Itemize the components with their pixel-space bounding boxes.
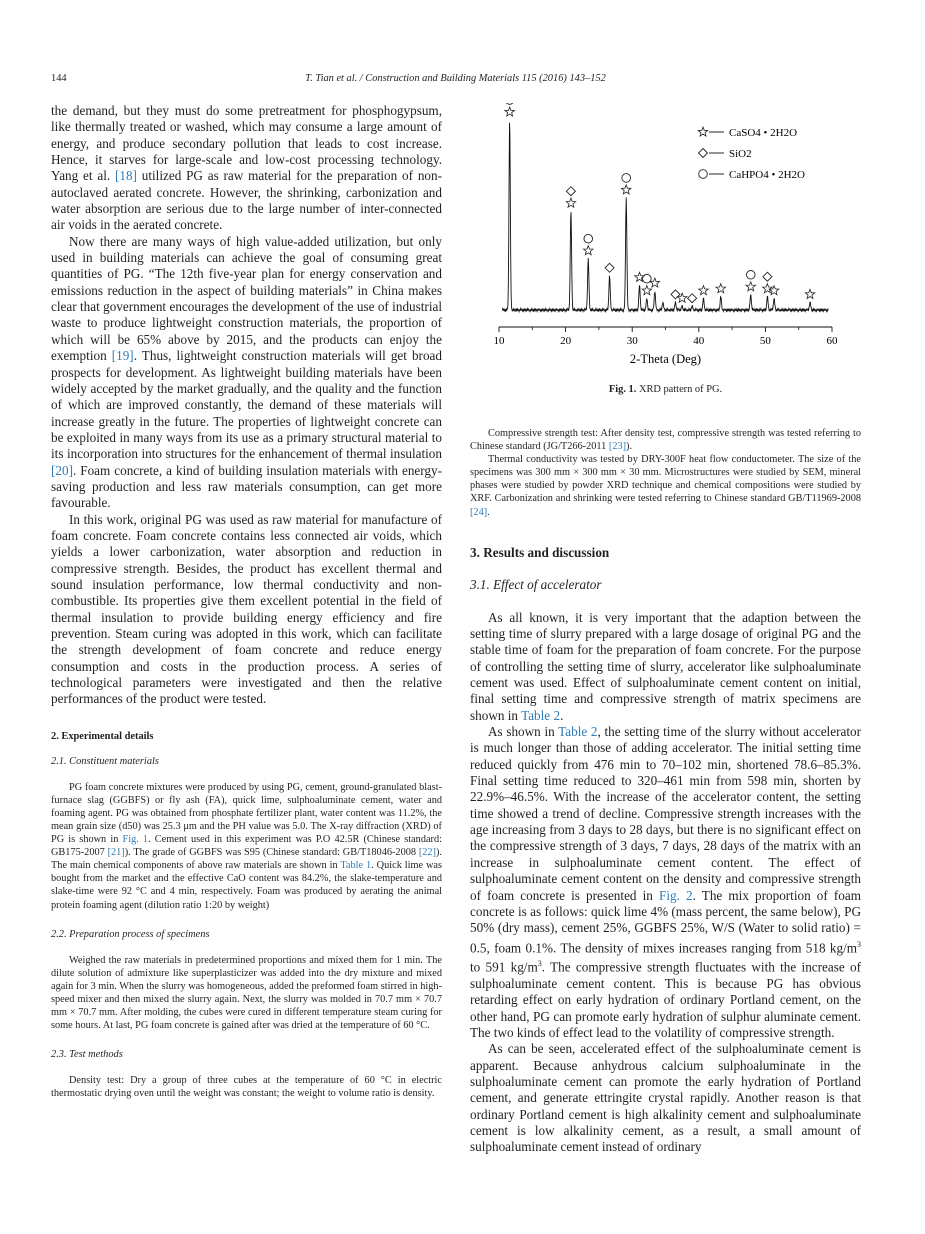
x-tick-label: 40 (693, 335, 705, 347)
legend-label: CaSO4 • 2H2O (729, 127, 798, 139)
citation-link[interactable]: [24] (470, 506, 488, 518)
citation-link[interactable]: [20] (51, 462, 73, 478)
peak-circle-marker (505, 103, 514, 104)
peak-circle-marker (584, 234, 593, 243)
citation-link[interactable]: [23] (608, 441, 627, 453)
paragraph: As can be seen, accelerated effect of the sulphoaluminate cement is apparent. Because anhydrous calcium sulphoaluminate in the sulphoaluminate cement can promote the early hydration of Portland cement, and generate ettringite crystal rapidly. Another reason is that ordinary Portland cement is high alkalinity cement and sulphoaluminate cement is low alkalinity cement, as a result, a small amount of sulphoaluminate cement instead of ordinary (470, 1041, 861, 1155)
x-axis-label: 2-Theta (Deg) (629, 352, 702, 366)
peak-star-marker (805, 289, 815, 298)
x-tick-label: 30 (626, 335, 638, 347)
x-tick-label: 10 (493, 335, 505, 347)
chart-legend (698, 127, 805, 181)
table-link[interactable]: Table 2 (521, 707, 561, 723)
peak-diamond-marker (688, 294, 697, 303)
xrd-trace (502, 123, 828, 312)
paragraph: As shown in Table 2, the setting time of the slurry without accelerator is much longer than those of adding accelerator. The initial setting time reduced quickly from 476 min to 70–102 min, shortened 78.6–85.3%. Final setting time reduced to 320–461 min from 598 min, shorten by 22.9%–46.5%. With the increase of the accelerator content, the setting time showed a trend of decline. Compressive strength increases with the age increasing from 3 days to 28 days, but there is no significant effect on the compressive strength of 3 days, 7 days, 28 days of the matrix with an increase in sulphoaluminate cement content. The effect of sulphoaluminate cement content on the density and compressive strength of foam concrete is presented in Fig. 2. The mix proportion of foam concrete is as follows: quick lime 4% (mass percent, the same below), PG 50% (dry mass), cement 25%, GGBFS 25%, W/S (Water to solid ratio) = 0.5, foam 0.1%. The density of mixes increases ranging from 518 $kg/m^3$ to 591 $kg/m^3$. The compressive strength fluctuates with the increase of sulphoaluminate cement content. This is because PG has obvious retarding effect on early hydration of ordinary Portland cement, on the other hand, PG can promote early hydration of sulphur aluminate cement. The two kinds of effect lead to the volatility of compressive strength. (470, 724, 862, 1041)
legend-diamond-icon (699, 149, 708, 158)
x-tick-label: 50 (759, 335, 771, 347)
left-column (51, 103, 442, 1100)
paragraph: In this work, original PG was used as raw material for manufacture of foam concrete. Foam concrete contains less connected air voids, which yields a lower carbonization, water absorption and reduction in compressive strength. Besides, the product has excellent thermal and sound insulation performance, low thermal conductivity and non-combustible. Its properties give them excellent potential in the field of thermal insulation to provide building energy efficiency and fire prevention. Steam curing was adopted in this work, which can facilitate the strength development of foam concrete and reduce energy consumption and costs in the production process. A series of technological parameters were investigated and then the relative performances of the product were tested. (51, 511, 442, 707)
subsection-heading: 2.3. Test methods (51, 1049, 123, 1061)
peak-star-marker (642, 286, 652, 295)
citation-link[interactable]: [18] (114, 168, 137, 184)
page-header (51, 73, 860, 87)
peak-circle-marker (622, 174, 631, 183)
citation-link[interactable]: [21] (107, 847, 125, 859)
section-heading: 3. Results and discussion (470, 544, 610, 560)
peak-star-marker (677, 293, 687, 302)
peak-star-marker (716, 284, 726, 293)
table-link[interactable]: Table 2 (558, 724, 598, 740)
peak-diamond-marker (763, 272, 772, 281)
page-number: 144 (51, 73, 67, 84)
x-tick-label: 20 (560, 335, 572, 347)
figure-caption: Fig. 1. XRD pattern of PG. (608, 384, 723, 395)
citation-link[interactable]: [19] (111, 348, 134, 364)
peak-star-marker (505, 107, 515, 116)
legend-circle-icon (699, 170, 708, 179)
citation-link[interactable]: [22] (418, 847, 436, 859)
peak-star-marker (566, 198, 576, 207)
paragraph: the demand, but they must do some pretreatment for phosphogypsum, like thermally treated or washed, which may consume a large amount of energy, and produce secondary pollution that leads to cost increase. Hence, it starves for large-scale and low-cost processing technology. Yang et al. [18] utilized PG as raw material for the preparation of non-autoclaved aerated concrete. However, the shrinking, carbonization and water absorption are serious due to the large number of inter-connected air voids in the aerated concrete. (51, 103, 442, 233)
peak-circle-marker (746, 271, 755, 280)
table-link[interactable]: Table 1 (340, 860, 372, 872)
paragraph: Now there are many ways of high value-added utilization, but only used in building materials can achieve the goal of consuming great quantities of PG. “The 12th five-year plan for energy conservation and emissions reduction in the aspect of building materials” in China makes clear that government encourages the development of the use of industrial waste to produce lightweight construction materials, the proportion of which will be 65% above by 2015, and the products can enjoy the exemption [19]. Thus, lightweight construction materials will get broad prospects for development. As lightweight building materials have been widely accepted by the market gradually, and the quality and the function of which are improved constantly, the demand of these materials will increase greatly in the future. The properties of lightweight concrete can be exploited in many ways from its use as a primary structural material to its incorporation into structures for the enhancement of thermal insulation [20]. Foam concrete, a kind of building insulation materials with energy-saving production and less raw materials consumption, can get more favourable. (51, 233, 442, 511)
section-heading: 2. Experimental details (51, 730, 154, 742)
legend-label: SiO2 (729, 148, 752, 160)
subsection-heading: 2.2. Preparation process of specimens (51, 928, 210, 940)
figure-link[interactable]: Fig. 2 (659, 887, 693, 903)
paragraph: Thermal conductivity was tested by DRY-300F heat flow conductometer. The size of the specimens was 300 mm × 300 mm × 30 mm. Microstructures were studied by SEM, mineral phases were studied by powder XRD technique and chemical compositions were studied by XRF. Carbonization and shrinking were tested referring to Chinese standard GB/T11969-2008 [24]. (470, 454, 861, 518)
subsection-heading: 2.1. Constituent materials (51, 755, 159, 767)
xrd-chart (470, 103, 861, 373)
legend-star-icon (698, 127, 708, 136)
paragraph: Compressive strength test: After density test, compressive strength was tested referring to Chinese standard (JG/T266-2011 [23]). (470, 428, 861, 453)
subsection-heading: 3.1. Effect of accelerator (470, 576, 602, 592)
paragraph: Density test: Dry a group of three cubes at the temperature of 60 °C in electric thermostatic drying oven until the weight was constant; the weight to volume ratio is density. (51, 1075, 442, 1100)
legend-label: CaHPO4 • 2H2O (729, 169, 805, 181)
figure-link[interactable]: Fig. 1 (122, 834, 149, 846)
paragraph: As all known, it is very important that the adaption between the setting time of slurry prepared with a large dosage of original PG and the stable time of foam for the preparation of foam concrete. For the purpose of controlling the setting time of slurry, accelerator like sulphoaluminate cement was used. Effect of sulphoaluminate cement content on initial, final setting time and compressive strength of matrix specimens are shown in Table 2. (470, 609, 861, 723)
peak-diamond-marker (566, 187, 575, 196)
peak-star-marker (583, 246, 593, 255)
peak-star-marker (763, 284, 773, 293)
paragraph: PG foam concrete mixtures were produced by using PG, cement, ground-granulated blast-furnace slag (GGBFS) or fly ash (FA), quick lime, sulphoaluminate cement, water and foaming agent. PG was obtained from phosphate fertilizer plant, water content was 11.2%, the mean grain size (d50) was 25.3 μm and the PH value was 5.0. The X-ray diffraction (XRD) of PG is shown in Fig. 1. Cement used in this experiment was P.O 42.5R (Chinese standard: GB175-2007 [21]). The grade of GGBFS was S95 (Chinese standard: GB/T18046-2008 [22]). The main chemical components of above raw materials are shown in Table 1. Quick lime was bought from the market and the effective CaO content was 84.2%, the slake-temperature and slake-time were 92 °C and 4 min, respectively. Foam was produced by aerating the animal protein foaming agent (dilution ratio 1:20 by weight) (51, 781, 443, 911)
right-column (470, 103, 861, 1156)
x-tick-label: 60 (826, 335, 838, 347)
paragraph: Weighed the raw materials in predetermined proportions and mixed them for 1 min. The dilute solution of admixture like superplasticizer was added into the dry mixture and mixed again for 3 min. When the slurry was homogeneous, added the preformed foam stirred in high-speed mixer and then mixed the slurry again. Next, the slurry was molded in 70.7 mm × 70.7 mm × 70.7 mm. After molding, the cubes were cured in different temperature steam curing for some hours. At last, PG foam concrete is gained after was dried at the temperature of 60 °C. (51, 954, 442, 1032)
peak-star-marker (621, 185, 631, 194)
peak-diamond-marker (605, 263, 614, 272)
peak-star-marker (699, 286, 709, 295)
running-head: T. Tian et al. / Construction and Building Materials 115 (2016) 143–152 (305, 73, 606, 84)
peak-star-marker (746, 282, 756, 291)
